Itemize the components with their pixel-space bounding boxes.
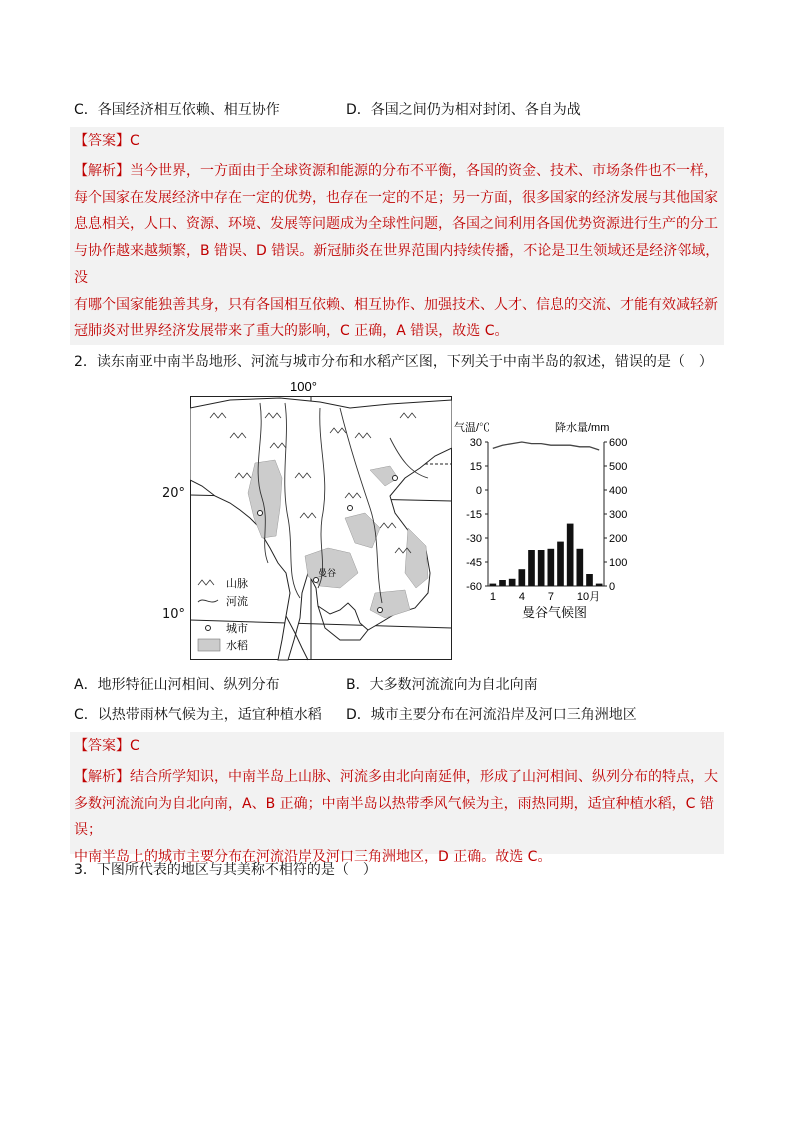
left-tick-label: -60 [466, 581, 482, 593]
indochina-map-figure [162, 378, 452, 666]
right-tick-label: 500 [609, 461, 628, 473]
right-tick-label: 0 [609, 581, 616, 593]
chart-title: 曼谷气候图 [522, 605, 588, 620]
q1-answer-value: C [130, 133, 140, 149]
x-tick-label: 10月 [576, 591, 601, 603]
precipitation-bar [538, 550, 545, 586]
city-marker [378, 608, 383, 613]
precipitation-bar [557, 542, 564, 586]
temperature-line [493, 442, 599, 450]
precipitation-bar [548, 549, 555, 586]
q2-option-b: B．大多数河流流向为自北向南 [346, 677, 538, 693]
city-marker [258, 511, 263, 516]
q1-analysis-line: 冠肺炎对世界经济发展带来了重大的影响，C 正确，A 错误，故选 C。 [74, 323, 509, 340]
x-tick-label: 7 [547, 591, 554, 603]
city-marker [393, 476, 398, 481]
q2-stem: 2．读东南亚中南半岛地形、河流与城市分布和水稻产区图，下列关于中南半岛的叙述，错误的是（ ） [74, 354, 713, 370]
left-tick-label: 30 [469, 437, 482, 449]
q1-analysis-line: 【解析】当今世界，一方面由于全球资源和能源的分布不平衡，各国的资金、技术、市场条件也不一样， [74, 163, 718, 179]
q2-analysis-line: 中南半岛上的城市主要分布在河流沿岸及河口三角洲地区，D 正确。故选 C。 [74, 849, 552, 866]
climate-chart-svg [452, 395, 642, 627]
left-tick-label: 15 [469, 461, 482, 473]
precipitation-bar [509, 579, 516, 586]
right-tick-label: 200 [609, 533, 628, 545]
q2-option-a: A．地形特征山河相间、纵列分布 [74, 677, 280, 693]
precipitation-bars [490, 524, 603, 586]
lat-20-label: 20° [162, 486, 186, 501]
precipitation-bar [499, 580, 506, 586]
precipitation-bar [596, 584, 603, 586]
legend-city-icon [206, 626, 211, 631]
precipitation-bar [577, 549, 584, 586]
precipitation-bar [586, 574, 593, 586]
bangkok-climate-chart [452, 395, 642, 631]
legend-city-label: 城市 [226, 623, 248, 635]
q3-stem: 3．下图所代表的地区与其美称不相符的是（ ） [74, 862, 377, 878]
q1-analysis-label: 【解析】 [74, 163, 130, 179]
chart-ylabel-right: 降水量/mm [555, 422, 610, 434]
q1-answer-label: 【答案】 [74, 133, 130, 149]
q1-analysis [74, 158, 722, 345]
q2-analysis-line: 【解析】结合所学知识，中南半岛上山脉、河流多由北向南延伸，形成了山河相间、纵列分布的特点，大 [74, 769, 718, 785]
temperature-line-group [493, 442, 599, 450]
legend-river-label: 河流 [226, 596, 248, 608]
city-marker [348, 506, 353, 511]
q1-analysis-line: 有哪个国家能独善其身，只有各国相互依赖、相互协作、加强技术、人才、信息的交流、才能有效减轻新 [74, 296, 718, 313]
chart-axes [485, 442, 607, 586]
precipitation-bar [567, 524, 574, 586]
q1-analysis-line: 息息相关，人口、资源、环境、发展等问题成为全球性问题，各国之间利用各国优势资源进行生产的分工 [74, 216, 718, 233]
left-tick-label: -15 [466, 509, 482, 521]
q1-analysis-line: 每个国家在发展经济中存在一定的优势，也存在一定的不足；另一方面，很多国家的经济发展与其他国家 [74, 189, 718, 206]
right-tick-label: 100 [609, 557, 628, 569]
x-tick-label: 1 [489, 591, 496, 603]
legend-mountain-label: 山脉 [226, 578, 248, 590]
lat-10-label: 10° [162, 607, 186, 622]
q2-analysis [74, 764, 722, 871]
q2-answer-value: C [130, 738, 140, 754]
q2-analysis-line: 多数河流流向为自北向南，A、B 正确；中南半岛以热带季风气候为主，雨热同期，适宜种植水稻，C 错误； [74, 795, 714, 839]
legend-rice-icon [198, 639, 220, 651]
q1-option-d: D．各国之间仍为相对封闭、各自为战 [346, 102, 581, 118]
left-tick-label: -45 [466, 557, 482, 569]
q1-option-c: C．各国经济相互依赖、相互协作 [74, 102, 280, 118]
q2-analysis-label: 【解析】 [74, 769, 130, 785]
chart-ticks [466, 437, 627, 603]
indochina-map [190, 378, 452, 662]
q2-option-c: C．以热带雨林气候为主，适宜种植水稻 [74, 707, 322, 723]
right-tick-label: 400 [609, 485, 628, 497]
chart-ylabel-left: 气温/℃ [454, 422, 491, 434]
q1-analysis-line: 与协作越来越频繁，B 错误、D 错误。新冠肺炎在世界范围内持续传播，不论是卫生领域还是经济邻域，没 [74, 243, 720, 286]
city-marker [314, 578, 319, 583]
q2-option-d: D．城市主要分布在河流沿岸及河口三角洲地区 [346, 707, 637, 723]
q2-answer-label: 【答案】 [74, 738, 130, 754]
right-tick-label: 300 [609, 509, 628, 521]
x-tick-label: 4 [518, 591, 525, 603]
right-tick-label: 600 [609, 437, 628, 449]
precipitation-bar [519, 569, 526, 586]
q2-answer [74, 736, 140, 756]
left-tick-label: -30 [466, 533, 482, 545]
left-tick-label: 0 [475, 485, 482, 497]
legend-rice-label: 水稻 [226, 640, 248, 652]
q1-answer [74, 131, 140, 151]
lon-100-label: 100° [290, 379, 317, 394]
precipitation-bar [528, 550, 535, 586]
bangkok-label: 曼谷 [318, 568, 337, 578]
precipitation-bar [490, 584, 497, 586]
